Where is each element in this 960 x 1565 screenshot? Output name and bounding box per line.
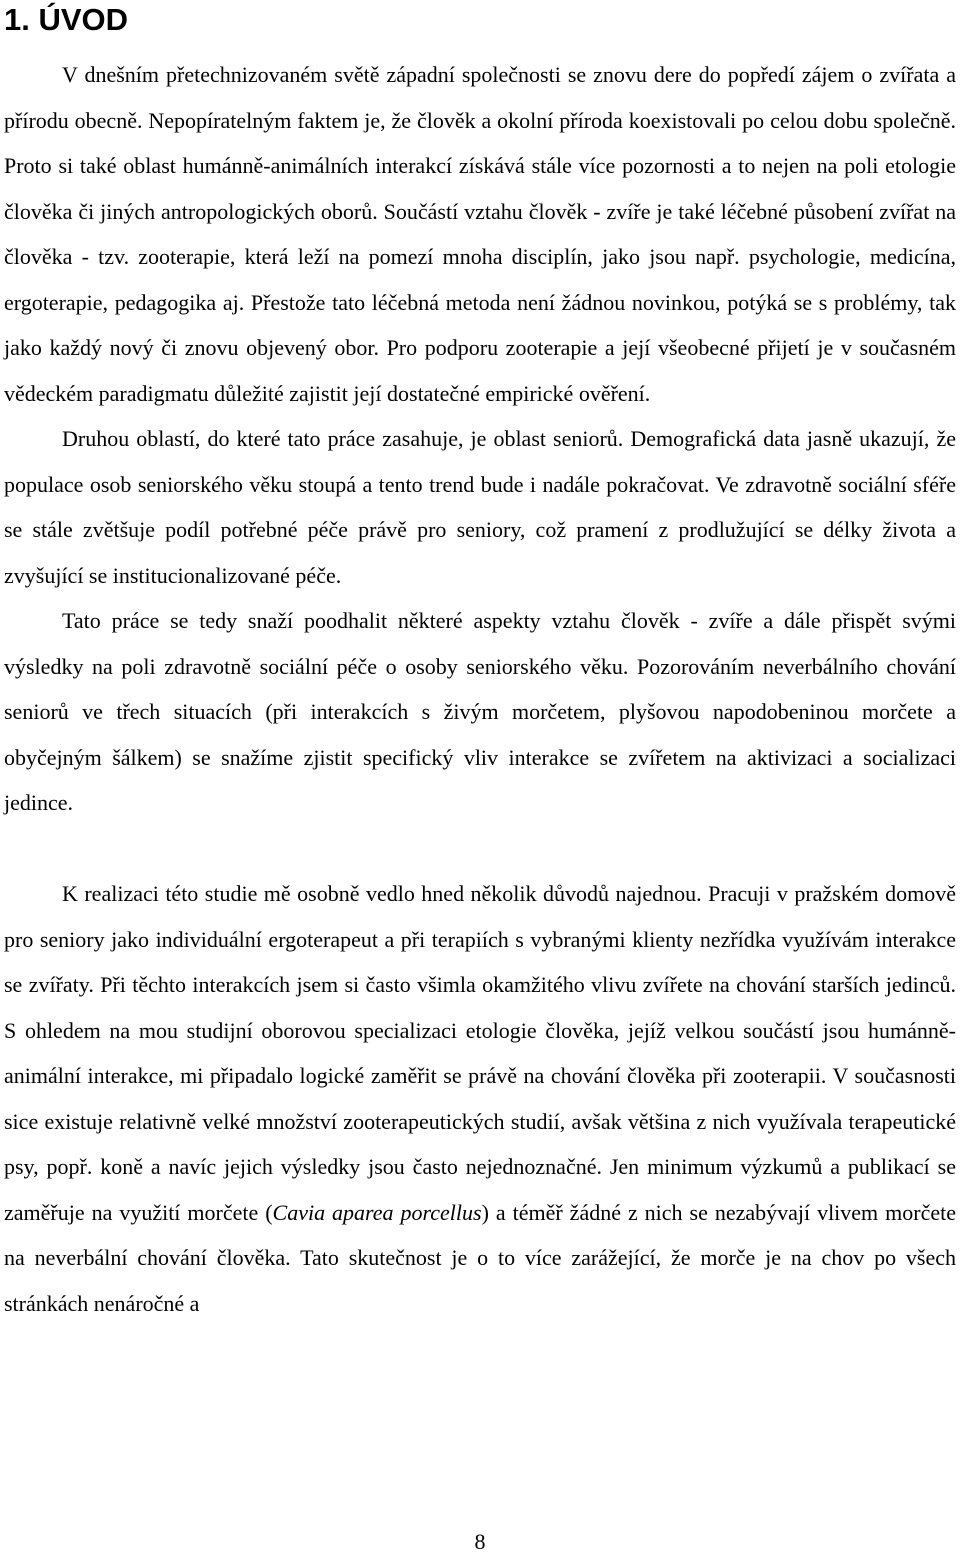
chapter-heading: 1. ÚVOD	[4, 2, 129, 37]
document-page	[4, 0, 956, 1565]
paragraph-2: Druhou oblastí, do které tato práce zasahuje, je oblast seniorů. Demografická data jasně ukazují, že populace osob seniorského věku stoupá a tento trend bude i nadále pokračovat. Ve zdravotně sociální sféře se stále zvětšuje podíl potřebné péče právě pro seniory, což pramení z prodlužující se délky života a zvyšující se institucionalizované péče.	[4, 426, 956, 588]
paragraph-4-text-after: ) a téměř žádné z nich se nezabývají vlivem morčete na neverbální chování člověka. Tato skutečnost je o to více zarážející, že morče je na chov po všech stránkách nenáročné a	[4, 1199, 956, 1316]
species-name: Cavia aparea porcellus	[272, 1199, 482, 1225]
paragraph-4-text-before: K realizaci této studie mě osobně vedlo hned několik důvodů najednou. Pracuji v pražském domově pro seniory jako individuální ergoterapeut a při terapiích s vybranými klienty nezřídka využívám interakce se zvířaty. Při těchto interakcích jsem si často všimla okamžitého vlivu zvířete na chování starších jedinců. S ohledem na mou studijní oborovou specializaci etologie člověka, jejíž velkou součástí jsou humánně-animální interakce, mi připadalo logické zaměřit se právě na chování člověka při zooterapii. V současnosti sice existuje relativně velké množství zooterapeutických studií, avšak většina z nich využívala terapeutické psy, popř. koně a navíc jejich výsledky jsou často nejednoznačné. Jen minimum výzkumů a publikací se zaměřuje na využití morčete (	[4, 881, 956, 1225]
paragraph-3: Tato práce se tedy snaží poodhalit některé aspekty vztahu člověk - zvíře a dále přispět svými výsledky na poli zdravotně sociální péče o osoby seniorského věku. Pozorováním neverbálního chování seniorů ve třech situacích (při interakcích s živým morčetem, plyšovou napodobeninou morčete a obyčejným šálkem) se snažíme zjistit specifický vliv interakce se zvířetem na aktivizaci a socializaci jedince.	[4, 608, 956, 815]
paragraph-4	[4, 871, 956, 1326]
body-text	[4, 52, 956, 1326]
paragraph-1: V dnešním přetechnizovaném světě západní společnosti se znovu dere do popředí zájem o zvířata a přírodu obecně. Nepopíratelným faktem je, že člověk a okolní příroda koexistovali po celou dobu společně. Proto si také oblast humánně-animálních interakcí získává stále více pozornosti a to nejen na poli etologie člověka či jiných antropologických oborů. Součástí vztahu člověk - zvíře je také léčebné působení zvířat na člověka - tzv. zooterapie, která leží na pomezí mnoha disciplín, jako jsou např. psychologie, medicína, ergoterapie, pedagogika aj. Přestože tato léčebná metoda není žádnou novinkou, potýká se s problémy, tak jako každý nový či znovu objevený obor. Pro podporu zooterapie a její všeobecné přijetí je v současném vědeckém paradigmatu důležité zajistit její dostatečné empirické ověření.	[4, 62, 956, 406]
page-number: 8	[474, 1529, 486, 1554]
